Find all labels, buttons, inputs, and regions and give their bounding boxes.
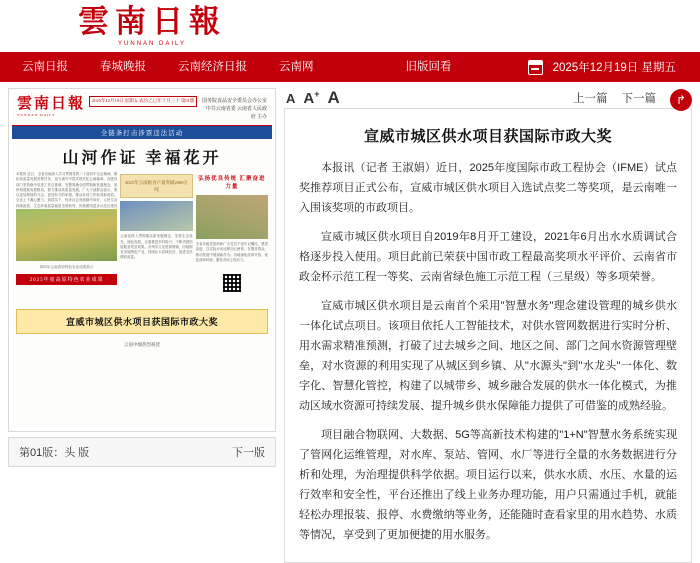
site-logo[interactable] bbox=[78, 3, 226, 47]
nav-date-label: 2025年12月19日 星期五 bbox=[552, 62, 676, 74]
paper-col-b-text: 云南省深入贯彻落实新发展理念，坚持生态优先、绿色发展，全面推进乡村振兴，不断巩固拓展脱贫攻坚成果。各州市立足资源禀赋，因地制宜发展特色产业，持续壮大县域经济，促进农民增收致富。 bbox=[120, 234, 193, 260]
article-paragraph: 项目融合物联网、大数据、5G等高新技术构建的"1+N"智慧水务系统实现了管网化运维管理，对水库、泵站、管网、水厂等进行全量的水务数据进行分析和处理，为治理提供科学依据。项目运行以来，供水水质、水压、水量的运行效率和安全性，平台还推出了线上业务办理功能，用户只需通过手机，就能轻松办理报装、报停、水费缴纳等业务，还能随时查看家里的用水趋势、水质等情况，享受到了更加便捷的用水服务。 bbox=[299, 429, 677, 542]
footer-page-label[interactable]: 第01版：头 版 bbox=[19, 447, 90, 460]
paper-highlighted-headline[interactable]: 宣威市城区供水项目获国际市政大奖 bbox=[16, 309, 268, 334]
paper-red-banner: 2025年度高原特色农业成果 bbox=[16, 274, 117, 285]
newspaper-preview[interactable] bbox=[8, 88, 276, 432]
nav-old-version[interactable]: 旧版回看 bbox=[405, 61, 452, 73]
nav-yunnan-daily[interactable]: 云南日报 bbox=[22, 61, 68, 73]
article-body-box bbox=[284, 108, 692, 563]
nav-yunnan-net[interactable]: 云南网 bbox=[279, 61, 314, 73]
article-toolbar bbox=[284, 88, 692, 108]
paper-columns bbox=[12, 172, 272, 294]
paper-col-a-text: 本报讯 近日，全省各地深入学习贯彻党的二十届四中全会精神，紧扣高质量发展首要任务，奋力谱写中国式现代化云南篇章。各级各部门坚持稳中求进工作总基调，完整准确全面贯彻新发展理念，加快构建新发展格局，着力推动高质量发展。广大干部群众表示，要以更加昂扬的斗志、更加有力的举措，推动各项工作取得新成效。全省上下凝心聚力、真抓实干，经济社会发展稳中向好，人民生活持续改善，生态环境质量稳居全国前列，民族团结进步示范区建设 bbox=[16, 172, 118, 208]
site-logo-cn: 雲南日報 bbox=[78, 3, 226, 39]
paper-logo bbox=[17, 96, 85, 117]
font-size-large-button[interactable]: A bbox=[327, 88, 340, 107]
paper-photo-secondary bbox=[120, 201, 192, 231]
paper-logo-en: YUNNAN DAILY bbox=[17, 112, 56, 117]
calendar-icon[interactable] bbox=[528, 60, 543, 75]
article-column bbox=[284, 88, 692, 542]
article-paragraph: 宣威市城区供水项目自2019年8月开工建设，2021年6月出水水质调试合格逐步投入使用。项目此前已荣获中国市政工程最高奖项水平评价、云南省市政金杯示范工程一等奖、云南省绿色施工示范工程（三星级）等多项荣誉。 bbox=[299, 231, 677, 284]
nav-right-group bbox=[528, 59, 686, 75]
paper-photo-caption: 2025年云南高原特色农业成果展示 bbox=[39, 265, 94, 269]
newspaper-footer bbox=[8, 437, 276, 467]
newspaper-column bbox=[8, 88, 276, 467]
paper-datebox: 2025年12月19日 星期五 农历乙巳年十月三十 第01版 bbox=[89, 96, 197, 107]
paper-bottom-note: 云南中烟热烈祝贺 bbox=[124, 342, 160, 348]
paper-header bbox=[12, 92, 272, 126]
nav-chuncheng-evening[interactable]: 春城晚报 bbox=[100, 61, 146, 73]
site-logo-en: YUNNAN DAILY bbox=[118, 40, 186, 47]
back-arrow-icon[interactable]: ↱ bbox=[670, 89, 692, 111]
paper-head-note: 国务院食品安全委员会办公室 中共云南省委 云南省人民政府 主办 bbox=[201, 99, 267, 120]
paper-column-b bbox=[120, 172, 192, 294]
prev-article-link[interactable]: 上一篇 bbox=[573, 93, 608, 105]
site-masthead bbox=[0, 0, 700, 52]
paper-logo-cn: 雲南日報 bbox=[17, 96, 86, 112]
content-area bbox=[0, 82, 700, 542]
font-size-small-button[interactable]: A bbox=[286, 90, 296, 106]
newspaper-page bbox=[12, 92, 272, 428]
article-paragraph: 宣威市城区供水项目是云南首个采用"智慧水务"理念建设管理的城乡供水一体化试点项目。该项目依托人工智能技术，对供水管网数据进行实时分析、用水需求精准预测，打破了过去城乡之间、地区之间、部门之间水资源管理壁垒，对水资源的利用实现了从城区到乡镇、从"水源头"到"水龙头"一体化、数字化、智慧化管控，构建了以城带乡、城乡融合发展的供水一体化模式，为推动区域水资源可持续发展、提升城乡供水保障能力提供了可借鉴的成熟经验。 bbox=[299, 300, 677, 413]
qr-code-icon bbox=[223, 274, 241, 292]
main-navbar bbox=[0, 52, 700, 82]
article-paragraph: 本报讯（记者 王淑娟）近日，2025年度国际市政工程协会（IFME）试点奖推荐项目正式公布，宣威市城区供水项目入选试点奖二等奖项，是云南唯一入围该奖项的市政项目。 bbox=[299, 162, 677, 215]
paper-column-a bbox=[16, 172, 117, 294]
next-article-link[interactable]: 下一篇 bbox=[621, 93, 656, 105]
nav-yunnan-economic-daily[interactable]: 云南经济日报 bbox=[178, 61, 247, 73]
article-title: 宣威市城区供水项目获国际市政大奖 bbox=[363, 128, 612, 145]
paper-column-c bbox=[196, 172, 268, 294]
paper-yellow-box: 2025年云南粮食产量突破2000万吨 bbox=[120, 174, 192, 198]
font-size-medium-button[interactable]: A+ bbox=[303, 89, 320, 107]
paper-photo-third bbox=[196, 195, 268, 239]
paper-main-headline: 山河作证 幸福花开 bbox=[62, 150, 222, 167]
paper-photo-main bbox=[16, 209, 117, 261]
paper-blue-banner: 全链条打击涉票违法活动 bbox=[12, 126, 272, 139]
paper-col-c-text: 全省各级党组织和广大党员干部牢记嘱托、感恩奋进，以实际行动诠释初心使命，在服务群众、推动发展中展现新作为。各地深化改革开放，优化营商环境，激发市场主体活力。 bbox=[195, 242, 269, 262]
footer-next-page[interactable]: 下一版 bbox=[232, 447, 265, 460]
paper-col-c-subhead: 弘扬优良传统 汇聚奋进力量 bbox=[198, 176, 266, 190]
